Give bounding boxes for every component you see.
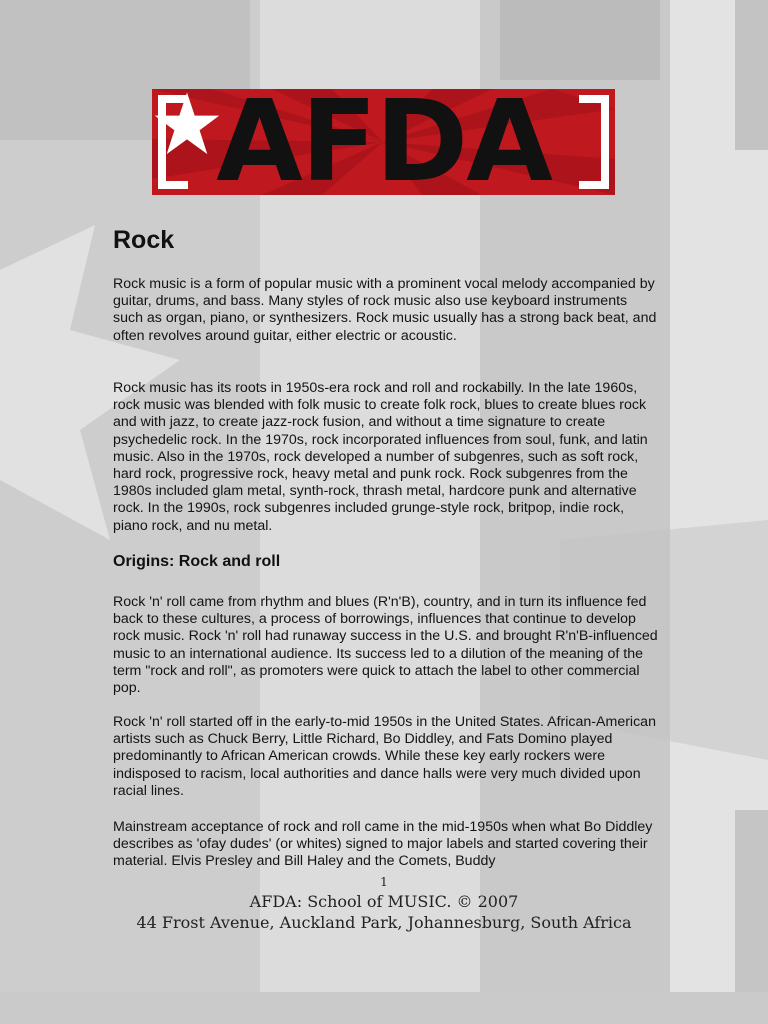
section-paragraph-1: Rock 'n' roll came from rhythm and blues (R'n'B), country, and in turn its influence fed back to these cultures, a process of borrowings, influences that continue to develop rock music. Rock 'n' roll had runaway success in the U.S. and brought R'n'B-influenced music to an international audience. Its success led to a dilution of the meaning of the term "rock and roll", as promoters were quick to attach the label to other commercial pop. (113, 594, 658, 697)
section-paragraph-3: Mainstream acceptance of rock and roll came in the mid-1950s when what Bo Diddley describes as 'ofay dudes' (or whites) signed to major labels and started covering their material. Elvis Presley and Bill Haley and the Comets, Buddy (113, 819, 653, 870)
page-title: Rock (113, 226, 175, 254)
star-icon (152, 89, 222, 159)
right-bracket (579, 95, 609, 189)
page-number: 1 (380, 875, 388, 889)
afda-logo (152, 89, 615, 195)
section-paragraph-2: Rock 'n' roll started off in the early-to-mid 1950s in the United States. African-American artists such as Chuck Berry, Little Richard, Bo Diddley, and Fats Domino played predominantly to African American crowds. While these key early rockers were indisposed to racism, local authorities and dance halls were very much divided upon racial lines. (113, 714, 656, 799)
footer-line-1: AFDA: School of MUSIC. © 2007 (249, 892, 519, 911)
intro-paragraph-1: Rock music is a form of popular music with a prominent vocal melody accompanied by guitar, drums, and bass. Many styles of rock music also use keyboard instruments such as organ, piano, or synthesizers. Rock music usually has a strong back beat, and often revolves around guitar, either electric or acoustic. (113, 276, 657, 344)
section-heading: Origins: Rock and roll (113, 553, 281, 570)
logo-wordmark: AFDA (216, 89, 551, 195)
intro-paragraph-2: Rock music has its roots in 1950s-era rock and roll and rockabilly. In the late 1960s, rock music was blended with folk music to create folk rock, blues to create blues rock and with jazz, to create jazz-rock fusion, and without a time signature to create psychedelic rock. In the 1970s, rock incorporated influences from soul, funk, and latin music. Also in the 1970s, rock developed a number of subgenres, such as soft rock, hard rock, progressive rock, heavy metal and punk rock. Rock subgenres from the 1980s included glam metal, synth-rock, thrash metal, hardcore punk and alternative rock. In the 1990s, rock subgenres included grunge-style rock, britpop, indie rock, piano rock, and nu metal. (113, 380, 648, 534)
footer-line-2: 44 Frost Avenue, Auckland Park, Johannesburg, South Africa (136, 913, 632, 932)
